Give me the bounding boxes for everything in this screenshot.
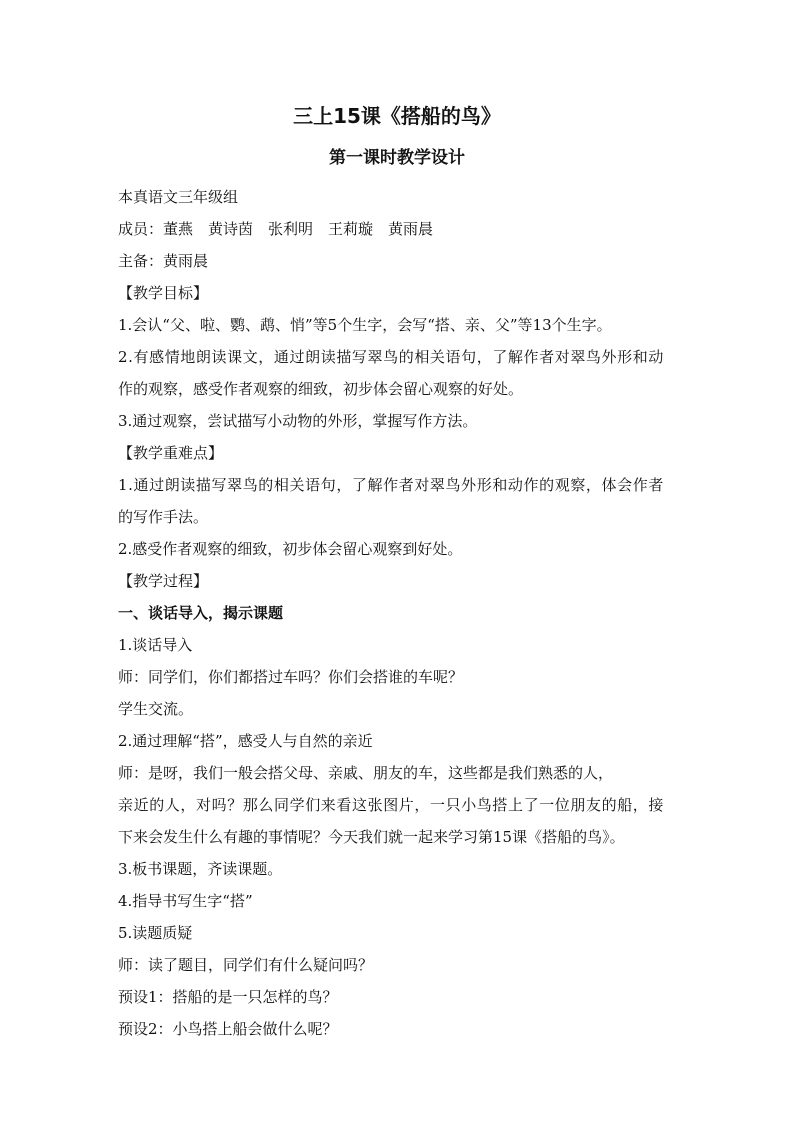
document-body bbox=[118, 181, 684, 1045]
process-heading: 【教学过程】 bbox=[118, 572, 209, 590]
lead-line: 主备：黄雨晨 bbox=[118, 252, 209, 270]
teacher-line-1: 师：同学们，你们都搭过车吗？你们会搭谁的车呢？ bbox=[118, 668, 464, 686]
keypoints-heading: 【教学重难点】 bbox=[118, 444, 224, 462]
students-line-1: 学生交流。 bbox=[118, 700, 194, 718]
teacher-line-3: 师：读了题目，同学们有什么疑问吗？ bbox=[118, 956, 374, 974]
keypoint-1-line-a: 1.通过朗读描写翠鸟的相关语句，了解作者对翠鸟外形和动作的观察，体会作者 bbox=[118, 476, 664, 494]
step-1: 1.谈话导入 bbox=[118, 636, 193, 654]
teacher-line-2b: 亲近的人，对吗？那么同学们来看这张图片，一只小鸟搭上了一位朋友的船，接 bbox=[118, 796, 665, 814]
keypoint-2: 2.感受作者观察的细致，初步体会留心观察到好处。 bbox=[118, 540, 463, 558]
page-subtitle: 第一课时教学设计 bbox=[329, 148, 465, 168]
goal-2-line-b: 作的观察，感受作者观察的细致，初步体会留心观察的好处。 bbox=[118, 380, 524, 398]
goal-2-line-a: 2.有感情地朗读课文，通过朗读描写翠鸟的相关语句，了解作者对翠鸟外形和动 bbox=[118, 348, 664, 366]
goals-heading: 【教学目标】 bbox=[118, 284, 209, 302]
section-1-heading: 一、谈话导入，揭示课题 bbox=[118, 604, 284, 622]
teacher-line-2c: 下来会发生什么有趣的事情呢？今天我们就一起来学习第15课《搭船的鸟》。 bbox=[118, 828, 625, 846]
step-4: 4.指导书写生字“搭” bbox=[118, 892, 253, 910]
goal-1: 1.会认“父、啦、鹦、鹉、悄”等5个生字，会写“搭、亲、父”等13个生字。 bbox=[118, 316, 612, 334]
step-5: 5.读题质疑 bbox=[118, 924, 193, 942]
members-line: 成员：董燕 黄诗茵 张利明 王莉璇 黄雨晨 bbox=[118, 220, 434, 238]
goal-3: 3.通过观察，尝试描写小动物的外形，掌握写作方法。 bbox=[118, 412, 478, 430]
keypoint-1-line-b: 的写作手法。 bbox=[118, 508, 209, 526]
teacher-line-2a: 师：是呀，我们一般会搭父母、亲戚、朋友的车，这些都是我们熟悉的人， bbox=[118, 764, 614, 782]
group-line: 本真语文三年级组 bbox=[118, 188, 239, 206]
step-3: 3.板书课题，齐读课题。 bbox=[118, 860, 283, 878]
page-title: 三上15课《搭船的鸟》 bbox=[293, 104, 501, 128]
preset-2: 预设2：小鸟搭上船会做什么呢？ bbox=[118, 1020, 338, 1038]
step-2: 2.通过理解“搭”，感受人与自然的亲近 bbox=[118, 732, 373, 750]
preset-1: 预设1：搭船的是一只怎样的鸟？ bbox=[118, 988, 338, 1006]
